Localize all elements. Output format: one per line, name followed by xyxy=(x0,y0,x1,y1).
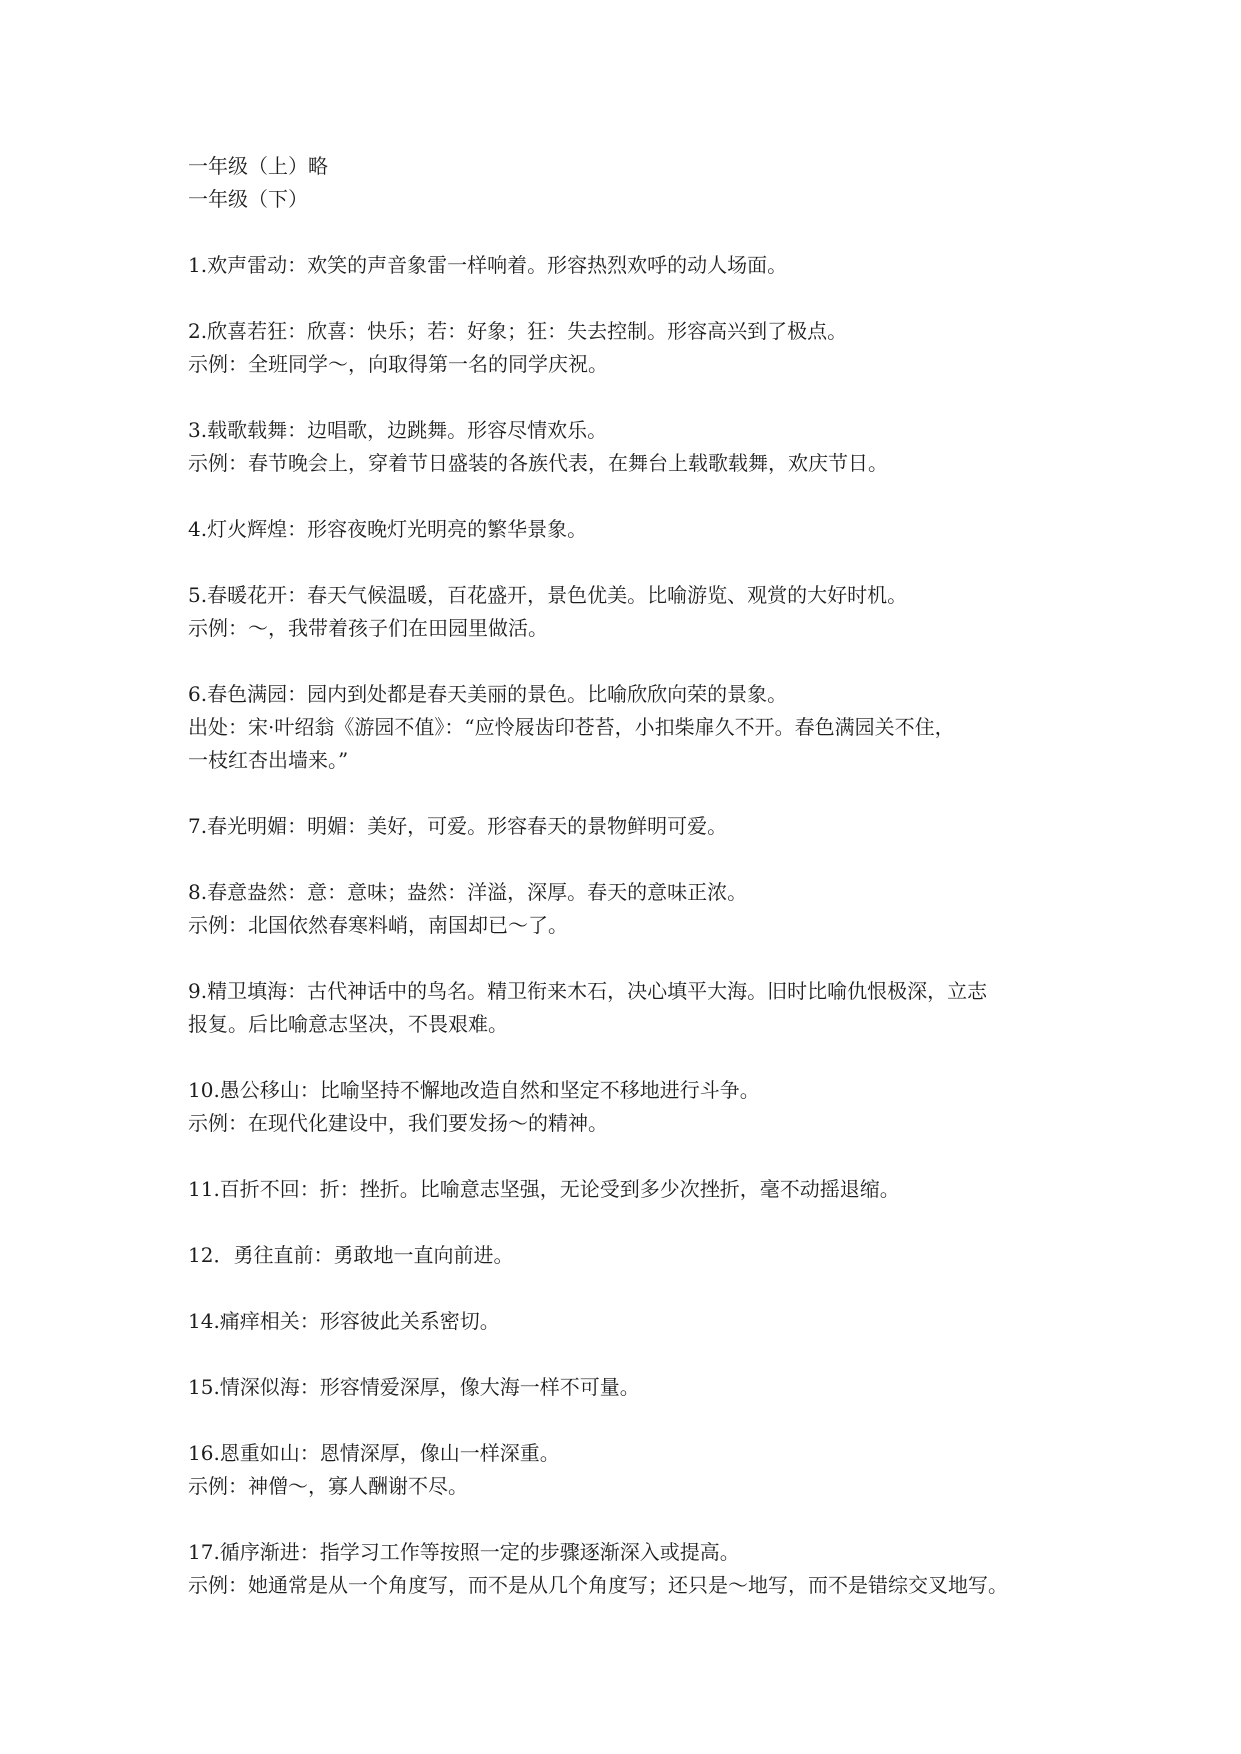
idiom-definition: 15.情深似海：形容情爱深厚，像大海一样不可量。 xyxy=(188,1375,640,1399)
idiom-entry-6 xyxy=(188,678,1068,777)
idiom-source: 出处：宋·叶绍翁《游园不值》：“应怜屐齿印苍苔，小扣柴扉久不开。春色满园关不住， xyxy=(188,715,955,739)
idiom-entry-2 xyxy=(188,315,1068,381)
idiom-entry-7 xyxy=(188,810,1068,843)
idiom-entry-11 xyxy=(188,1173,1068,1206)
idiom-definition: 11.百折不回：折：挫折。比喻意志坚强，无论受到多少次挫折，毫不动摇退缩。 xyxy=(188,1177,900,1201)
idiom-definition: 5.春暖花开：春天气候温暖，百花盛开，景色优美。比喻游览、观赏的大好时机。 xyxy=(188,583,908,607)
idiom-definition: 17.循序渐进：指学习工作等按照一定的步骤逐渐深入或提高。 xyxy=(188,1540,740,1564)
idiom-definition: 9.精卫填海：古代神话中的鸟名。精卫衔来木石，决心填平大海。旧时比喻仇恨极深，立志 xyxy=(188,979,988,1003)
idiom-example: 示例：～，我带着孩子们在田园里做活。 xyxy=(188,616,548,640)
idiom-example: 示例：她通常是从一个角度写，而不是从几个角度写；还只是～地写，而不是错综交叉地写。 xyxy=(188,1573,1008,1597)
idiom-entry-3 xyxy=(188,414,1068,480)
idiom-definition: 10.愚公移山：比喻坚持不懈地改造自然和坚定不移地进行斗争。 xyxy=(188,1078,760,1102)
idiom-definition: 1.欢声雷动：欢笑的声音象雷一样响着。形容热烈欢呼的动人场面。 xyxy=(188,253,788,277)
grade-heading-lower: 一年级（下） xyxy=(188,187,308,211)
idiom-entry-15 xyxy=(188,1371,1068,1404)
idiom-entry-10 xyxy=(188,1074,1068,1140)
idiom-entry-9 xyxy=(188,975,1068,1041)
idiom-definition-continued: 报复。后比喻意志坚决，不畏艰难。 xyxy=(188,1012,508,1036)
idiom-example: 示例：春节晚会上，穿着节日盛装的各族代表，在舞台上载歌载舞，欢庆节日。 xyxy=(188,451,888,475)
idiom-definition: 14.痛痒相关：形容彼此关系密切。 xyxy=(188,1309,500,1333)
idiom-definition: 12．勇往直前：勇敢地一直向前进。 xyxy=(188,1243,514,1267)
idiom-definition: 6.春色满园：园内到处都是春天美丽的景色。比喻欣欣向荣的景象。 xyxy=(188,682,788,706)
idiom-entry-12 xyxy=(188,1239,1068,1272)
idiom-example: 示例：神僧～，寡人酬谢不尽。 xyxy=(188,1474,468,1498)
idiom-definition: 7.春光明媚：明媚：美好，可爱。形容春天的景物鲜明可爱。 xyxy=(188,814,728,838)
idiom-example: 示例：全班同学～，向取得第一名的同学庆祝。 xyxy=(188,352,608,376)
idiom-example: 示例：在现代化建设中，我们要发扬～的精神。 xyxy=(188,1111,608,1135)
idiom-definition: 16.恩重如山：恩情深厚，像山一样深重。 xyxy=(188,1441,560,1465)
idiom-example: 示例：北国依然春寒料峭，南国却已～了。 xyxy=(188,913,568,937)
idiom-entry-8 xyxy=(188,876,1068,942)
idiom-entry-17 xyxy=(188,1536,1068,1602)
idiom-entry-16 xyxy=(188,1437,1068,1503)
idiom-entry-14 xyxy=(188,1305,1068,1338)
idiom-entry-5 xyxy=(188,579,1068,645)
grade-heading-upper: 一年级（上）略 xyxy=(188,154,328,178)
idiom-definition: 2.欣喜若狂：欣喜：快乐；若：好象；狂：失去控制。形容高兴到了极点。 xyxy=(188,319,848,343)
idiom-definition: 3.载歌载舞：边唱歌，边跳舞。形容尽情欢乐。 xyxy=(188,418,608,442)
idiom-entry-1 xyxy=(188,249,1068,282)
idiom-source-continued: 一枝红杏出墙来。” xyxy=(188,748,349,772)
idiom-entry-4 xyxy=(188,513,1068,546)
document-body xyxy=(188,150,1068,1602)
idiom-definition: 4.灯火辉煌：形容夜晚灯光明亮的繁华景象。 xyxy=(188,517,588,541)
idiom-definition: 8.春意盎然：意：意味；盎然：洋溢，深厚。春天的意味正浓。 xyxy=(188,880,748,904)
